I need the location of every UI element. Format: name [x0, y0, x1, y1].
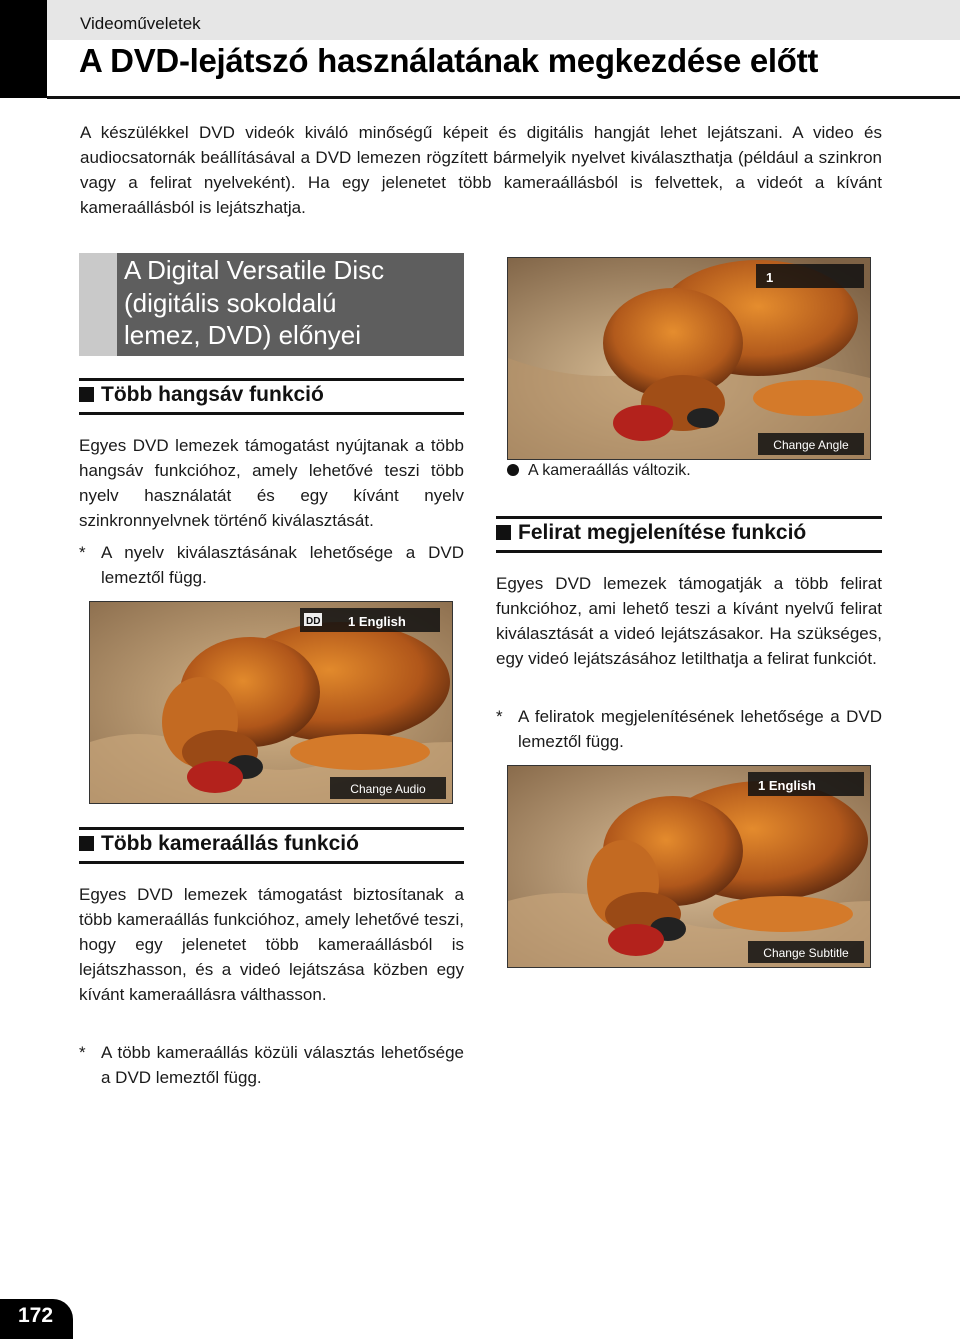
subtitle-heading-text: Felirat megjelenítése funkció — [518, 521, 807, 544]
audio-heading-text: Több hangsáv funkció — [101, 383, 324, 406]
feature-box-accent — [79, 253, 117, 356]
angle-note-text: A több kameraállás közüli választás lehetősége a DVD lemeztől függ. — [101, 1043, 464, 1087]
angle-heading — [79, 832, 359, 856]
angle-caption — [507, 462, 691, 480]
page-title: A DVD-lejátszó használatának megkezdése előtt — [79, 42, 819, 79]
audio-heading-rule-bottom — [79, 412, 464, 415]
angle-caption-text: A kameraállás változik. — [528, 462, 691, 479]
feature-box-line-3: lemez, DVD) előnyei — [124, 320, 361, 350]
note-asterisk: * — [79, 543, 86, 562]
dolby-badge: DD — [306, 616, 321, 627]
angle-note — [79, 1040, 464, 1090]
angle-indicator: 1 — [766, 270, 774, 285]
note-asterisk: * — [79, 1043, 86, 1062]
chapter-tab — [0, 0, 47, 98]
change-angle-button: Change Angle — [773, 438, 849, 452]
audio-indicator: 1 English — [348, 614, 406, 629]
angle-body: Egyes DVD lemezek támogatást biztosítanak a több kameraállás funkcióhoz, amely lehetővé teszi, hogy egy jelenetet több kameraállásból is lejátszhasson, és a videó lejátszása közben egy kívánt kameraállásra válthasson. — [79, 885, 464, 1004]
audio-note-text: A nyelv kiválasztásának lehetősége a DVD lemeztől függ. — [101, 543, 464, 587]
subtitle-heading-rule-top — [496, 516, 882, 519]
square-bullet-icon — [496, 525, 511, 540]
intro-paragraph: A készülékkel DVD videók kiváló minőségű képeit és digitális hangját lehet lejátszani. A video és audiocsatornák beállításával a DVD lemezen rögzített bármelyik nyelvet kiválaszthatja (például a szinkron vagy a felirat nyelveként). Ha egy jelenetet több kameraállásból is felvettek, a videót a kívánt kameraállásból is lejátszhatja. — [80, 123, 882, 217]
angle-heading-rule-top — [79, 827, 464, 830]
note-asterisk: * — [496, 707, 503, 726]
dog-photo-subtitle — [508, 766, 870, 967]
subtitle-body: Egyes DVD lemezek támogatják a több felirat funkcióhoz, ami lehető teszi a kívánt nyelvű felirat kiválasztását a videó lejátszásakor. Ha szükséges, egy videó lejátszásához letilthatja a felirat funkciót. — [496, 574, 882, 668]
subtitle-heading-rule-bottom — [496, 550, 882, 553]
change-audio-button: Change Audio — [350, 782, 426, 796]
dog-photo-audio — [90, 602, 452, 803]
feature-box-line-1: A Digital Versatile Disc — [124, 255, 385, 285]
round-bullet-icon — [507, 464, 519, 476]
audio-heading-rule-top — [79, 378, 464, 381]
square-bullet-icon — [79, 836, 94, 851]
dog-photo-angle — [508, 258, 870, 459]
subtitle-indicator: 1 English — [758, 778, 816, 793]
audio-note — [79, 540, 464, 590]
square-bullet-icon — [79, 387, 94, 402]
angle-screen — [507, 257, 871, 460]
page-number: 172 — [18, 1304, 54, 1327]
section-label: Videoműveletek — [80, 14, 201, 33]
audio-heading — [79, 383, 324, 407]
feature-box-title — [124, 254, 460, 352]
audio-body: Egyes DVD lemezek támogatást nyújtanak a több hangsáv funkcióhoz, amely lehetővé teszi több nyelv használatát és egy kívánt nyelv szinkronnyelvnek történő kiválasztását. — [79, 436, 464, 530]
audio-screen — [89, 601, 453, 804]
change-subtitle-button: Change Subtitle — [763, 946, 849, 960]
subtitle-note — [496, 704, 882, 754]
angle-heading-text: Több kameraállás funkció — [101, 832, 359, 855]
feature-box-line-2: (digitális sokoldalú — [124, 287, 337, 318]
title-rule — [47, 96, 960, 99]
angle-heading-rule-bottom — [79, 861, 464, 864]
subtitle-note-text: A feliratok megjelenítésének lehetősége a DVD lemeztől függ. — [518, 707, 882, 751]
subtitle-screen — [507, 765, 871, 968]
subtitle-heading — [496, 521, 806, 545]
